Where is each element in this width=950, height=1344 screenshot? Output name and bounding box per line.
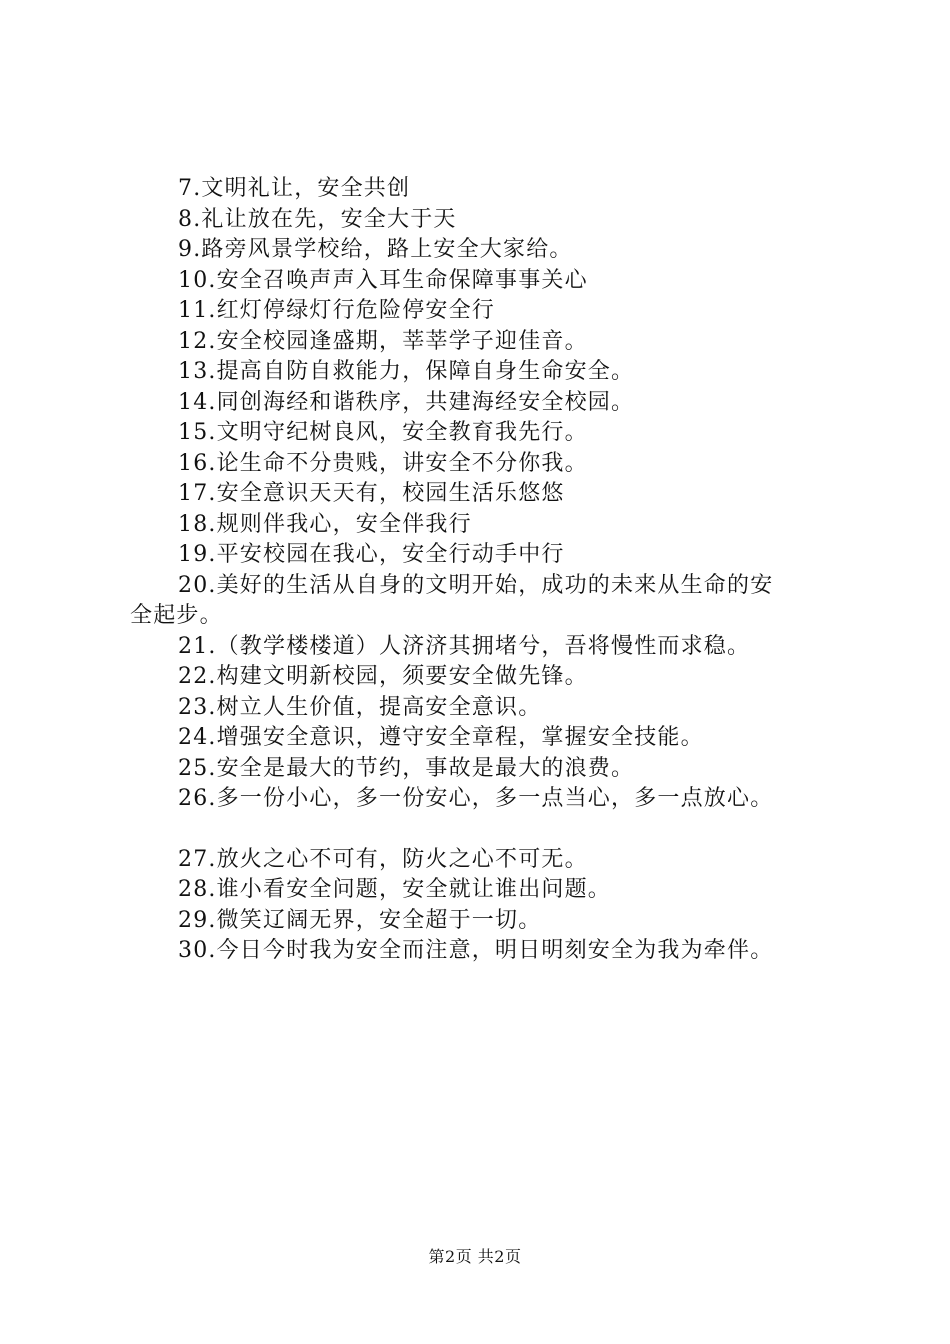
list-item: 22.构建文明新校园，须要安全做先锋。 (178, 664, 588, 689)
list-item: 12.安全校园逢盛期，莘莘学子迎佳音。 (178, 328, 588, 354)
list-item: 23.树立人生价值，提高安全意识。 (178, 694, 542, 720)
list-item: 13.提高自防自救能力，保障自身生命安全。 (178, 359, 635, 384)
list-item: 8.礼让放在先，安全大于天 (178, 206, 457, 232)
list-item: 11.红灯停绿灯行危险停安全行 (178, 298, 495, 323)
list-item: 25.安全是最大的节约，事故是最大的浪费。 (178, 755, 635, 781)
list-item: 10.安全召唤声声入耳生命保障事事关心 (178, 267, 588, 293)
list-item: 15.文明守纪树良风，安全教育我先行。 (178, 420, 588, 445)
list-item: 21.（教学楼楼道）人济济其拥堵兮，吾将慢性而求稳。 (178, 633, 751, 659)
list-item: 28.谁小看安全问题，安全就让谁出问题。 (178, 877, 611, 902)
list-item: 26.多一份小心，多一份安心，多一点当心，多一点放心。 (178, 786, 774, 811)
blank-line (130, 815, 850, 845)
list-item: 17.安全意识天天有，校园生活乐悠悠 (178, 481, 565, 506)
list-item: 16.论生命不分贵贱，讲安全不分你我。 (178, 450, 588, 476)
list-item: 9.路旁风景学校给，路上安全大家给。 (178, 237, 573, 262)
list-item: 27.放火之心不可有，防火之心不可无。 (178, 846, 588, 872)
list-item-20-line1: 20.美好的生活从自身的文明开始，成功的未来从生命的安 (178, 572, 774, 598)
list-item: 7.文明礼让，安全共创 (178, 176, 411, 201)
list-item-20-line2: 全起步。 (130, 603, 223, 628)
list-item: 29.微笑辽阔无界，安全超于一切。 (178, 907, 542, 933)
page-footer: 第2页 共2页 (428, 1247, 522, 1266)
list-item: 18.规则伴我心，安全伴我行 (178, 511, 472, 537)
list-item: 19.平安校园在我心，安全行动手中行 (178, 542, 565, 567)
list-item: 14.同创海经和谐秩序，共建海经安全校园。 (178, 389, 635, 415)
slogan-list (130, 174, 850, 967)
list-item: 30.今日今时我为安全而注意，明日明刻安全为我为牵伴。 (178, 938, 774, 963)
list-item: 24.增强安全意识，遵守安全章程，掌握安全技能。 (178, 725, 704, 750)
